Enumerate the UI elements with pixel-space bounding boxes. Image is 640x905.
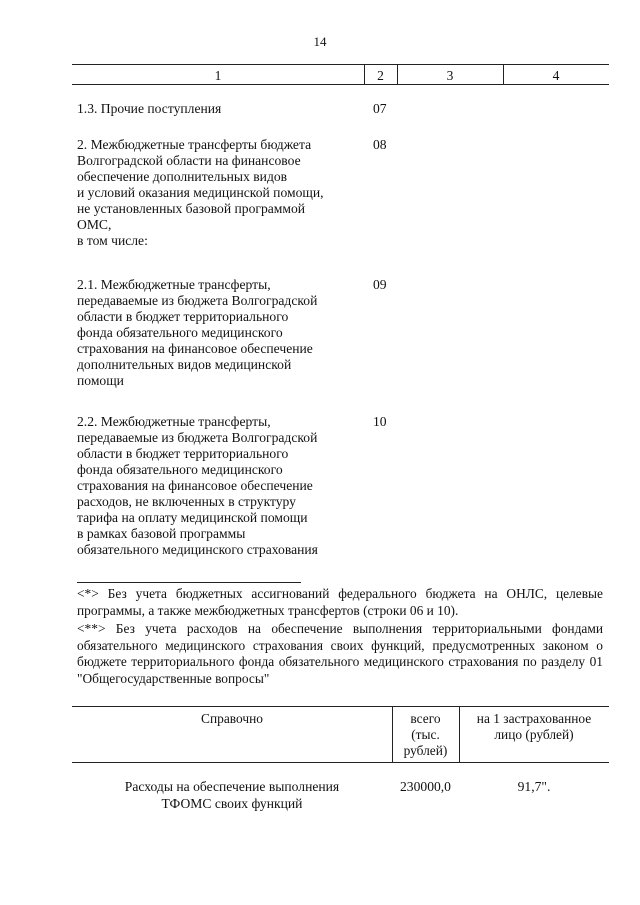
reference-row-label: Расходы на обеспечение выполнения ТФОМС своих функций xyxy=(124,779,340,811)
table-row-code: 10 xyxy=(373,414,387,429)
table-top-rule xyxy=(72,64,609,65)
reference-row-total: 230000,0 xyxy=(400,779,451,794)
reference-header-per-person: на 1 застрахованное лицо (рублей) xyxy=(476,711,592,742)
table-row-code: 07 xyxy=(373,101,387,116)
reference-row-per-person: 91,7". xyxy=(517,779,551,794)
column-header-2: 2 xyxy=(377,68,384,83)
column-header-1: 1 xyxy=(214,68,222,83)
table-row-label: 2. Межбюджетные трансферты бюджета Волгоградской области на финансовое обеспечение дополнительных видов и условий оказания медицинской помощи, не установленных базовой программой ОМС, в том числе: xyxy=(77,137,324,248)
footnote-1: <*> Без учета бюджетных ассигнований федерального бюджета на ОНЛС, целевые программы, а также межбюджетных трансфертов (строки 06 и 10). xyxy=(77,586,603,618)
table-row-label: 2.1. Межбюджетные трансферты, передаваемые из бюджета Волгоградской области в бюджет территориального фонда обязательного медицинского страхования на финансовое обеспечение дополнительных видов медицинской помощи xyxy=(77,277,318,388)
reference-header-total: всего (тыс. рублей) xyxy=(403,711,448,758)
table-header-rule xyxy=(72,84,609,85)
column-header-4: 4 xyxy=(552,68,560,83)
table-row-label: 1.3. Прочие поступления xyxy=(77,101,222,116)
footnote-separator xyxy=(77,582,301,583)
reference-header-label: Справочно xyxy=(201,711,263,726)
page-number: 14 xyxy=(313,34,327,49)
footnote-2: <**> Без учета расходов на обеспечение выполнения территориальными фондами обязательного медицинского страхования своих функций, предусмотренных законом о бюджете территориального фонда обязательного медицинского страхования по разделу 01 "Общегосударственные вопросы" xyxy=(77,621,603,686)
table-row-label: 2.2. Межбюджетные трансферты, передаваемые из бюджета Волгоградской области в бюджет территориального фонда обязательного медицинского страхования на финансовое обеспечение расходов, не включенных в структуру тарифа на оплату медицинской помощи в рамках базовой программы обязательного медицинского страхования xyxy=(77,414,318,557)
reference-header-rule xyxy=(72,762,609,763)
table-row-code: 08 xyxy=(373,137,387,152)
column-header-3: 3 xyxy=(446,68,454,83)
table-row-code: 09 xyxy=(373,277,387,292)
reference-top-rule xyxy=(72,706,609,707)
